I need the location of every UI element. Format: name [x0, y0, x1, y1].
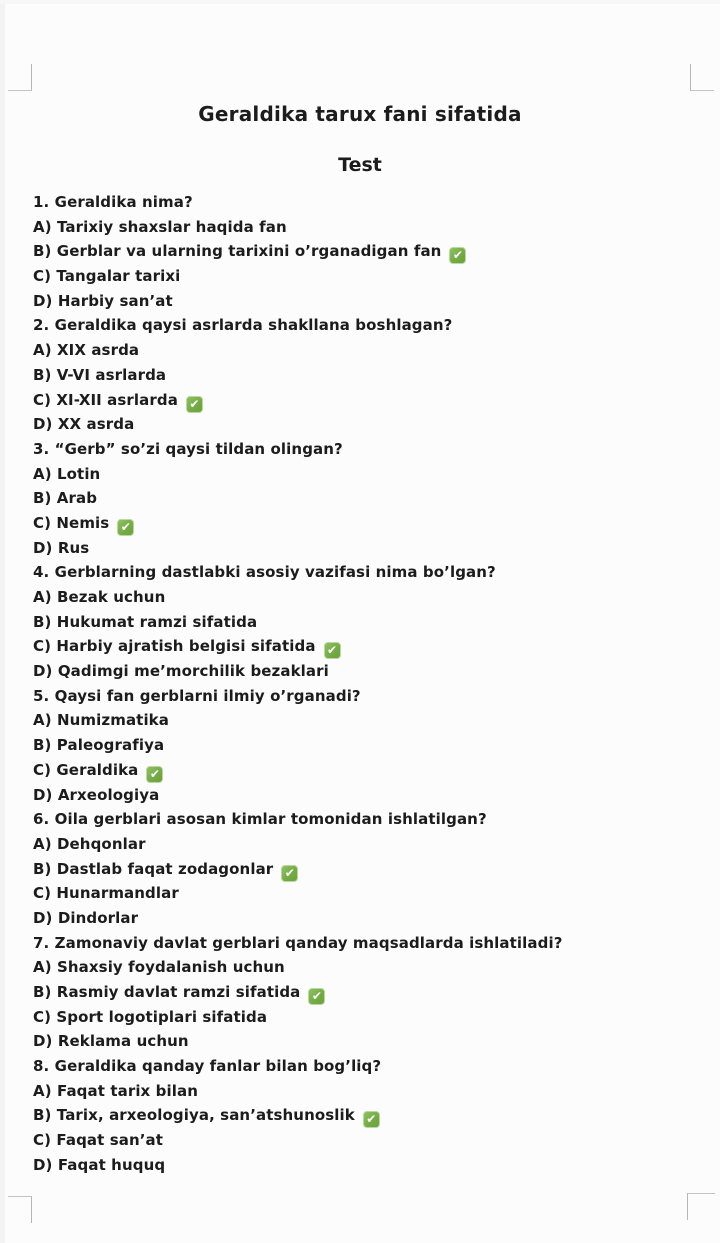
question-text: 1. Geraldika nima? — [33, 193, 193, 211]
option-label-and-text: D) Faqat huquq — [33, 1155, 166, 1174]
option-text — [33, 585, 708, 610]
question-text: 8. Geraldika qanday fanlar bilan bog’liq? — [33, 1057, 382, 1076]
option-text — [33, 881, 708, 906]
correct-answer-check-icon: ✔ — [308, 988, 325, 1005]
option-label-and-text: D) Dindorlar — [33, 908, 139, 927]
option-text — [33, 388, 708, 413]
option-text — [33, 1079, 708, 1104]
option-label-and-text: B) V-VI asrlarda — [33, 365, 167, 384]
option-label-and-text: B) Arab — [33, 489, 98, 508]
option-label-and-text: A) XIX asrda — [33, 341, 140, 360]
option-label-and-text: C) Harbiy ajratish belgisi sifatida — [33, 637, 316, 656]
question-text: 6. Oila gerblari asosan kimlar tomonidan ishlatilgan? — [33, 810, 487, 829]
option-text — [33, 783, 708, 808]
option-label-and-text: B) Paleografiya — [33, 736, 165, 755]
question-text: 3. “Gerb” so’zi qaysi tildan olingan? — [33, 439, 343, 458]
document-subtitle: Test — [338, 154, 382, 176]
option-label-and-text: B) Hukumat ramzi sifatida — [33, 612, 258, 631]
option-text — [33, 610, 708, 635]
crop-mark-top-right — [690, 64, 714, 91]
option-text — [33, 1029, 708, 1054]
option-label-and-text: A) Tarixiy shaxslar haqida fan — [33, 217, 287, 236]
option-label-and-text: B) Rasmiy davlat ramzi sifatida — [33, 983, 301, 1001]
option-text — [33, 412, 708, 437]
option-text — [33, 239, 708, 264]
option-label-and-text: D) Harbiy san’at — [33, 291, 173, 310]
option-label-and-text: A) Numizmatika — [33, 711, 169, 730]
correct-answer-check-icon: ✔ — [117, 519, 134, 536]
question-text: 2. Geraldika qaysi asrlarda shakllana boshlagan? — [33, 316, 453, 335]
option-label-and-text: C) Faqat san’at — [33, 1131, 164, 1150]
option-label-and-text: B) Gerblar va ularning tarixini o’rganadigan fan — [33, 242, 442, 261]
option-text — [33, 511, 708, 536]
option-text — [33, 462, 708, 487]
correct-answer-check-icon: ✔ — [146, 766, 163, 783]
correct-answer-check-icon: ✔ — [281, 865, 298, 882]
option-text — [33, 906, 708, 931]
question-text: 5. Qaysi fan gerblarni ilmiy o’rganadi? — [33, 686, 361, 705]
option-text — [33, 338, 708, 363]
page-edge-shadow-top — [0, 0, 720, 4]
document-title: Geraldika tarux fani sifatida — [198, 102, 522, 126]
option-text — [33, 857, 708, 882]
question-list — [33, 190, 708, 1178]
option-text — [33, 289, 708, 314]
option-label-and-text: A) Faqat tarix bilan — [33, 1081, 198, 1100]
option-text — [33, 1103, 708, 1128]
option-label-and-text: D) Qadimgi me’morchilik bezaklari — [33, 662, 329, 681]
option-text — [33, 536, 708, 561]
option-text — [33, 264, 708, 289]
question-text: 4. Gerblarning dastlabki asosiy vazifasi nima bo’lgan? — [33, 563, 496, 582]
page-edge-shadow-left — [0, 0, 5, 1243]
option-text — [33, 832, 708, 857]
option-label-and-text: A) Lotin — [33, 464, 101, 483]
option-label-and-text: C) Hunarmandlar — [33, 884, 179, 903]
crop-mark-top-left — [8, 64, 32, 91]
option-label-and-text: A) Shaxsiy foydalanish uchun — [33, 958, 285, 977]
correct-answer-check-icon: ✔ — [449, 247, 466, 264]
option-label-and-text: A) Bezak uchun — [33, 588, 166, 606]
option-text — [33, 758, 708, 783]
option-text — [33, 1153, 708, 1178]
correct-answer-check-icon: ✔ — [324, 642, 341, 659]
option-text — [33, 733, 708, 758]
option-label-and-text: C) Sport logotiplari sifatida — [33, 1007, 268, 1026]
option-text — [33, 363, 708, 388]
option-label-and-text: A) Dehqonlar — [33, 834, 146, 853]
option-label-and-text: B) Tarix, arxeologiya, san’atshunoslik — [33, 1106, 355, 1125]
crop-mark-bottom-right — [687, 1193, 715, 1220]
option-text — [33, 634, 708, 659]
option-label-and-text: D) XX asrda — [33, 415, 135, 434]
option-label-and-text: C) Nemis — [33, 513, 110, 532]
option-text — [33, 215, 708, 240]
option-label-and-text: C) Tangalar tarixi — [33, 267, 181, 286]
correct-answer-check-icon: ✔ — [186, 396, 203, 413]
option-text — [33, 708, 708, 733]
option-label-and-text: B) Dastlab faqat zodagonlar — [33, 859, 274, 878]
question-text: 7. Zamonaviy davlat gerblari qanday maqsadlarda ishlatiladi? — [33, 933, 563, 952]
option-label-and-text: D) Arxeologiya — [33, 785, 160, 804]
option-text — [33, 1005, 708, 1030]
option-text — [33, 659, 708, 684]
option-text — [33, 1128, 708, 1153]
option-text — [33, 955, 708, 980]
option-label-and-text: C) XI-XII asrlarda — [33, 390, 178, 409]
option-label-and-text: C) Geraldika — [33, 760, 139, 779]
option-text — [33, 486, 708, 511]
option-label-and-text: D) Reklama uchun — [33, 1032, 189, 1051]
option-label-and-text: D) Rus — [33, 538, 90, 557]
crop-mark-bottom-left — [8, 1196, 32, 1223]
correct-answer-check-icon: ✔ — [363, 1111, 380, 1128]
option-text — [33, 980, 708, 1005]
